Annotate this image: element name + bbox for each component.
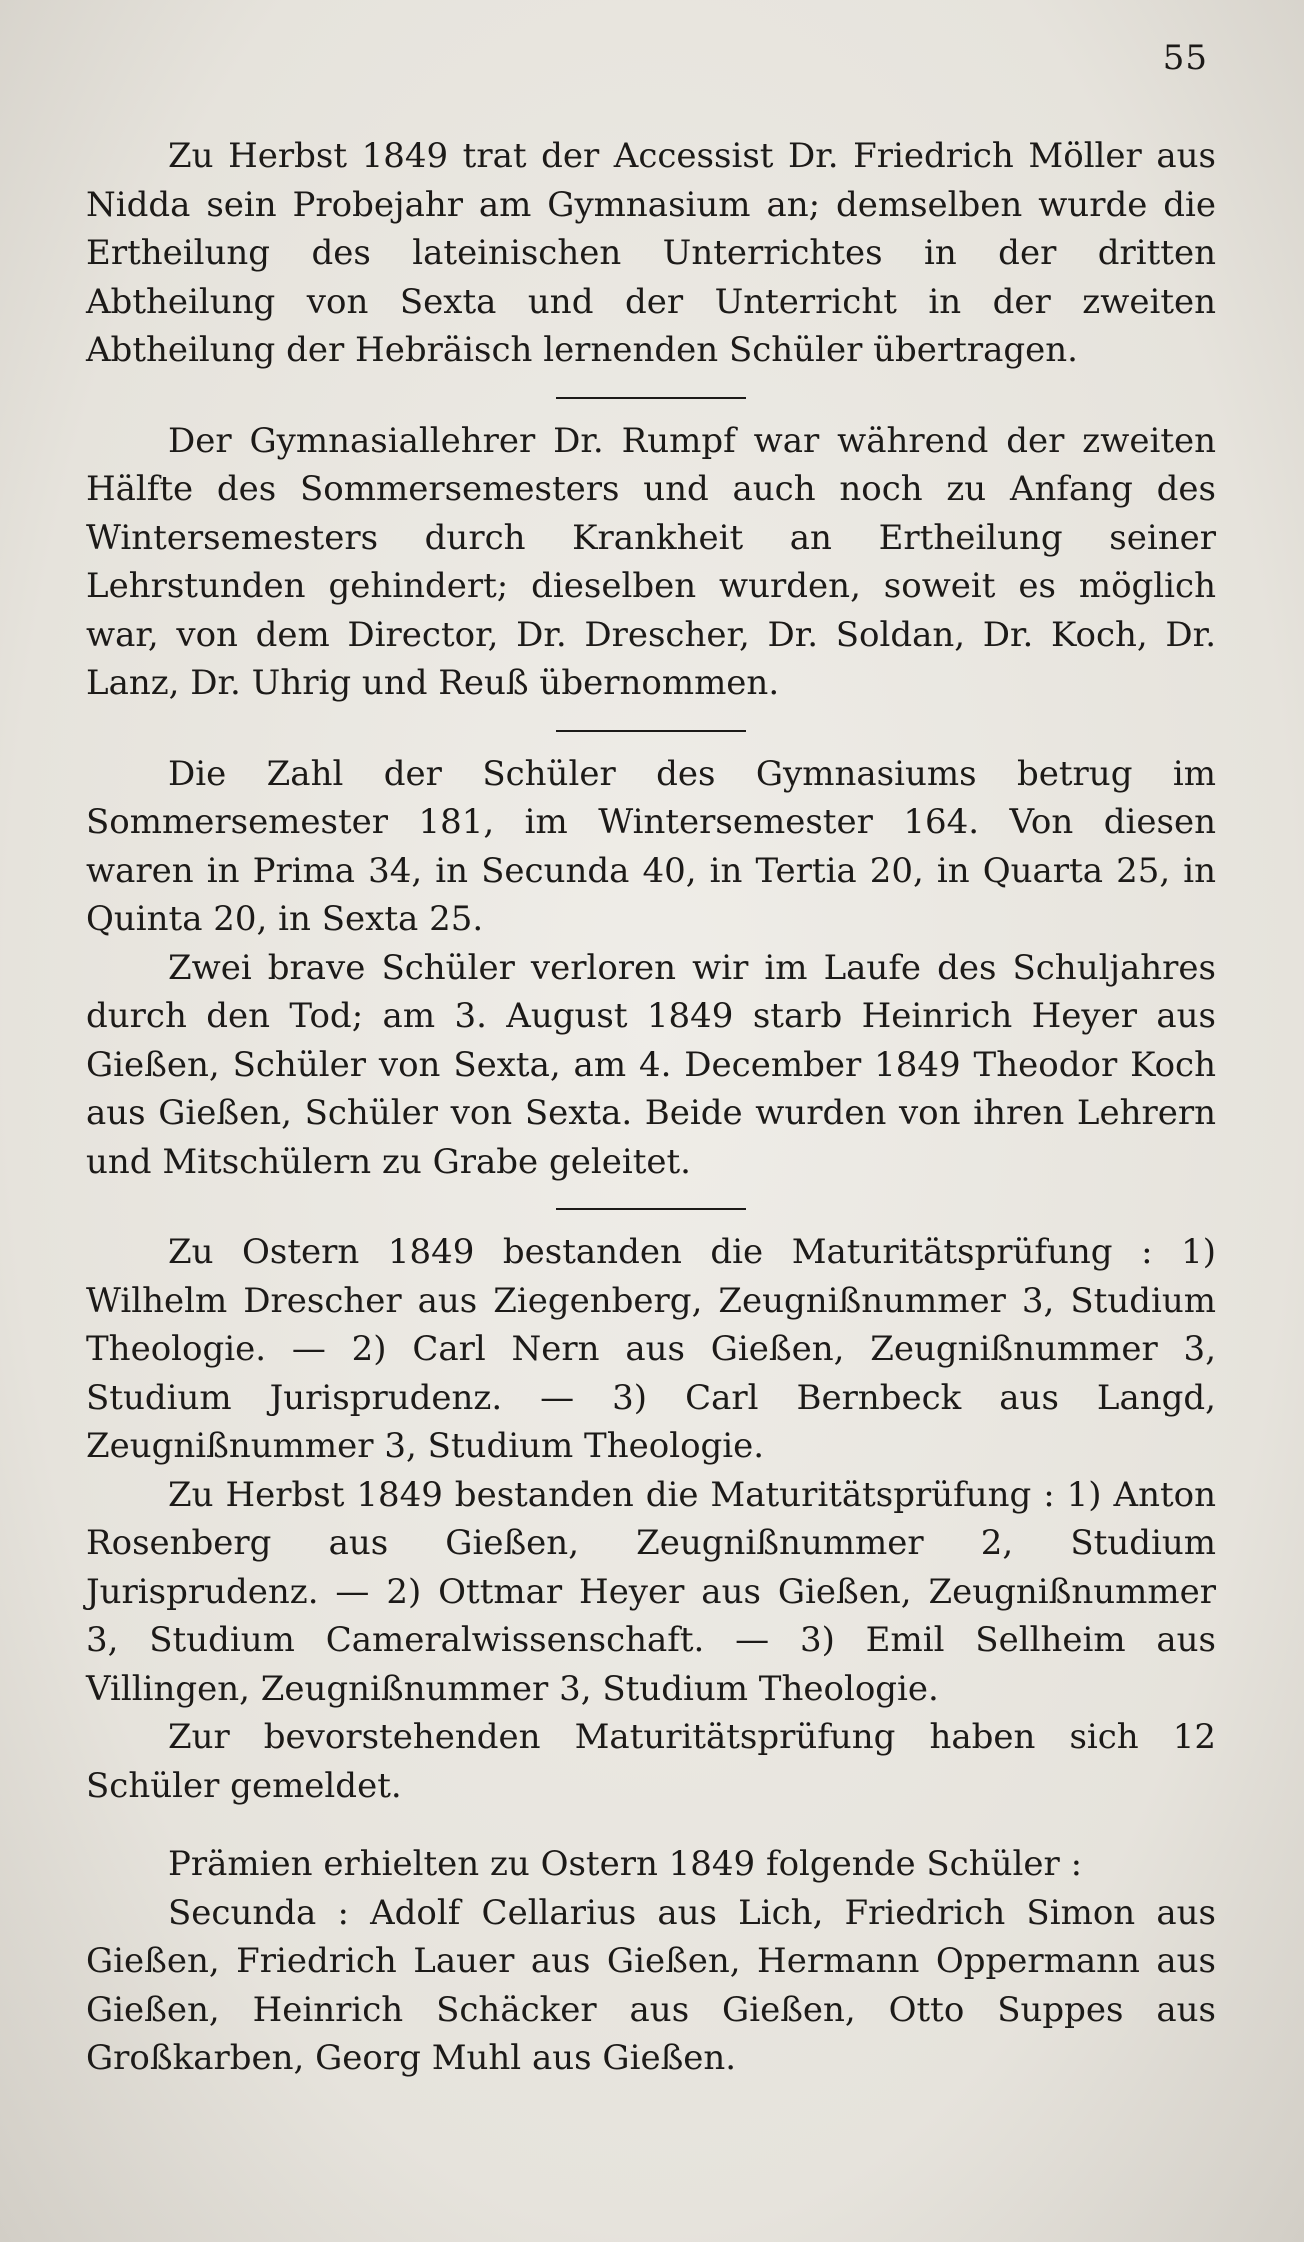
paragraph-maturitaet-ostern: Zu Ostern 1849 bestanden die Maturitätsprüfung : 1) Wilhelm Drescher aus Ziegenberg, Zeugnißnummer 3, Studium Theologie. — 2) Carl Nern aus Gießen, Zeugnißnummer 3, Studium Jurisprudenz. — 3) Carl Bernbeck aus Langd, Zeugnißnummer 3, Studium Theologie.	[86, 1232, 1216, 1466]
spacer	[86, 1810, 1216, 1840]
paragraph-maturitaet-bevorstehend: Zur bevorstehenden Maturitätsprüfung haben sich 12 Schüler gemeldet.	[86, 1717, 1216, 1806]
section-divider	[556, 397, 746, 399]
paragraph-maturitaet-herbst: Zu Herbst 1849 bestanden die Maturitätsprüfung : 1) Anton Rosenberg aus Gießen, Zeugnißnummer 2, Studium Jurisprudenz. — 2) Ottmar Heyer aus Gießen, Zeugnißnummer 3, Studium Cameralwissenschaft. — 3) Emil Sellheim aus Villingen, Zeugnißnummer 3, Studium Theologie.	[86, 1474, 1216, 1709]
page-body	[86, 132, 1216, 2083]
paragraph-probejahr: Zu Herbst 1849 trat der Accessist Dr. Friedrich Möller aus Nidda sein Probejahr am Gymnasium an; demselben wurde die Ertheilung des lateinischen Unterrichtes in der dritten Abtheilung von Sexta und der Unterricht in der zweiten Abtheilung der Hebräisch lernenden Schüler übertragen.	[86, 136, 1216, 370]
page-number: 55	[1162, 38, 1208, 78]
paragraph-praemien-secunda: Secunda : Adolf Cellarius aus Lich, Friedrich Simon aus Gießen, Friedrich Lauer aus Gießen, Hermann Oppermann aus Gießen, Heinrich Schäcker aus Gießen, Otto Suppes aus Großkarben, Georg Muhl aus Gießen.	[86, 1892, 1216, 2078]
paragraph-schuelerzahl: Die Zahl der Schüler des Gymnasiums betrug im Sommersemester 181, im Wintersemester 164. Von diesen waren in Prima 34, in Secunda 40, in Tertia 20, in Quarta 25, in Quinta 20, in Sexta 25.	[86, 753, 1216, 939]
paragraph-krankheit: Der Gymnasiallehrer Dr. Rumpf war während der zweiten Hälfte des Sommersemesters und auch noch zu Anfang des Wintersemesters durch Krankheit an Ertheilung seiner Lehrstunden gehindert; dieselben wurden, soweit es möglich war, von dem Director, Dr. Drescher, Dr. Soldan, Dr. Koch, Dr. Lanz, Dr. Uhrig und Reuß übernommen.	[86, 420, 1216, 703]
paragraph-todesfaelle: Zwei brave Schüler verloren wir im Laufe des Schuljahres durch den Tod; am 3. August 1849 starb Heinrich Heyer aus Gießen, Schüler von Sexta, am 4. December 1849 Theodor Koch aus Gießen, Schüler von Sexta. Beide wurden von ihren Lehrern und Mitschülern zu Grabe geleitet.	[86, 947, 1216, 1182]
section-divider	[556, 730, 746, 732]
paragraph-praemien-heading: Prämien erhielten zu Ostern 1849 folgende Schüler :	[168, 1844, 1083, 1884]
section-divider	[556, 1208, 746, 1210]
